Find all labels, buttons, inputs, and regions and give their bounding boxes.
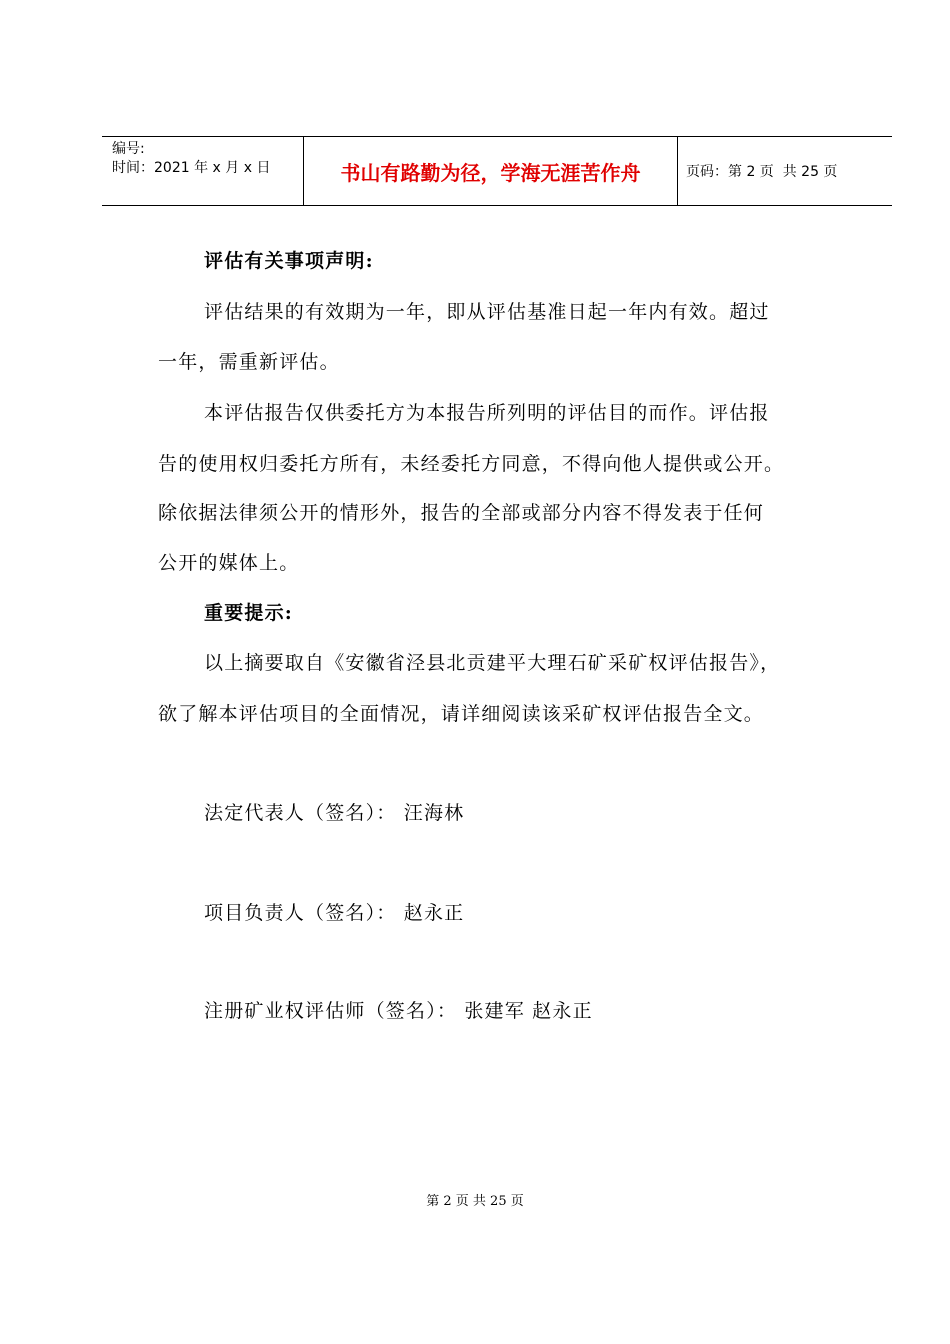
- signature-appraisers: 注册矿业权评估师（签名）： 张建军 赵永正: [204, 1000, 593, 1022]
- header-meta-cell: [102, 137, 304, 205]
- header-page-info: 页码：第 2 页 共 25 页: [686, 164, 838, 180]
- signature-project-lead: 项目负责人（签名）： 赵永正: [204, 902, 465, 924]
- document-header: [102, 136, 892, 206]
- paragraph-line: 一年，需重新评估。: [158, 351, 340, 373]
- paragraph-line: 告的使用权归委托方所有，未经委托方同意，不得向他人提供或公开。: [158, 453, 785, 475]
- header-page-info-cell: [678, 137, 892, 205]
- document-number-label: 编号:: [112, 141, 145, 157]
- paragraph-line: 除依据法律须公开的情形外，报告的全部或部分内容不得发表于任何: [158, 502, 765, 524]
- section-heading-notice: 重要提示:: [204, 602, 294, 624]
- paragraph-line: 公开的媒体上。: [158, 552, 300, 574]
- section-heading-statement: 评估有关事项声明:: [204, 250, 374, 272]
- document-time-label: 时间：2021 年 x 月 x 日: [112, 160, 271, 176]
- header-motto: 书山有路勤为径，学海无涯苦作舟: [304, 137, 678, 205]
- paragraph-line: 欲了解本评估项目的全面情况，请详细阅读该采矿权评估报告全文。: [158, 703, 765, 725]
- paragraph-line: 本评估报告仅供委托方为本报告所列明的评估目的而作。评估报: [204, 402, 770, 424]
- paragraph-line: 以上摘要取自《安徽省泾县北贡建平大理石矿采矿权评估报告》，: [204, 652, 781, 674]
- paragraph-line: 评估结果的有效期为一年，即从评估基准日起一年内有效。超过: [204, 301, 770, 323]
- page-footer: 第 2 页 共 25 页: [426, 1194, 524, 1209]
- signature-legal-representative: 法定代表人（签名）： 汪海林: [204, 802, 465, 824]
